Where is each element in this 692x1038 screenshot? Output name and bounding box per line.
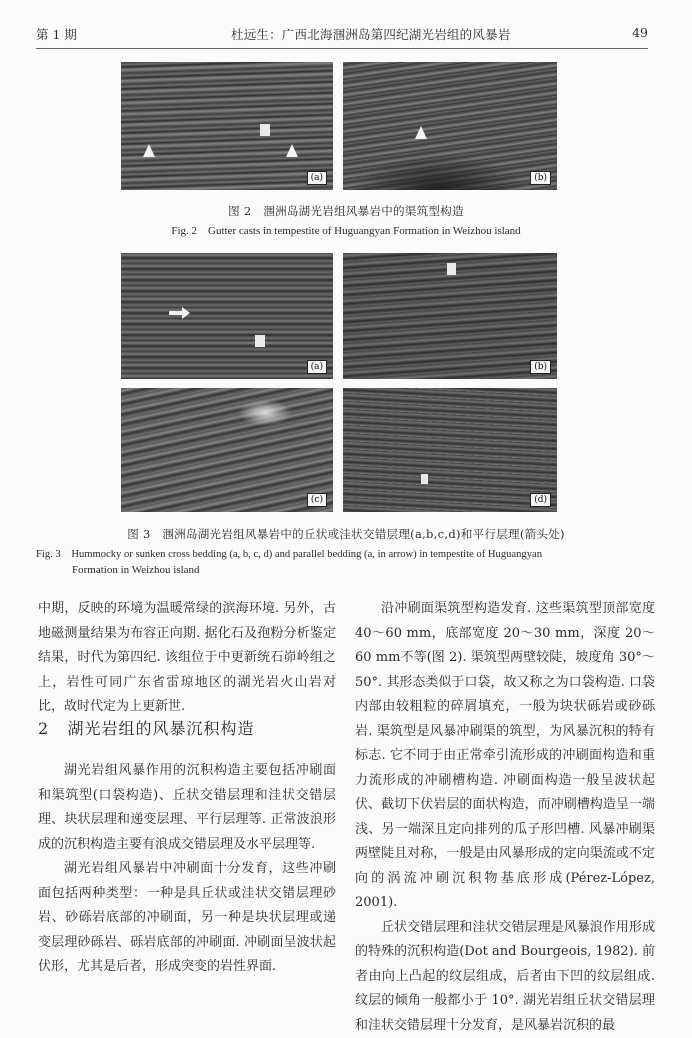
panel-label-a: (a): [307, 171, 327, 185]
panel-label-c: (c): [307, 493, 327, 507]
figure2-caption-cn: 图 2 涠洲岛湖光岩组风暴岩中的渠筑型构造: [0, 203, 692, 219]
issue-label: 第 1 期: [36, 25, 77, 43]
figure2-caption-en: Fig. 2 Gutter casts in tempestite of Huguangyan Formation in Weizhou island: [0, 222, 692, 238]
arrow-marker: [169, 311, 183, 315]
page-number: 49: [632, 25, 648, 40]
header-rule: [36, 48, 648, 49]
paragraph: 湖光岩组风暴作用的沉积构造主要包括冲刷面和渠筑型(口袋构造)、丘状交错层理和洼状交错层理、块状层理和递变层理、平行层理等. 正常波浪形成的沉积构造主要有浪成交错层理及水平层理等.: [38, 759, 336, 857]
running-title: 杜远生：广西北海涠洲岛第四纪湖光岩组的风暴岩: [231, 25, 510, 43]
section-title: 湖光岩组的风暴沉积构造: [67, 719, 254, 738]
panel-label-b: (b): [530, 360, 551, 374]
paragraph: 湖光岩组风暴岩中冲刷面十分发育，这些冲刷面包括两种类型：一种是具丘状或洼状交错层理砂岩、砂砾岩底部的冲刷面，另一种是块状层理或递变层理砂砾岩、砾岩底部的冲刷面. 冲刷面呈波状起伏形，尤其是后者，形成突变的岩性界面.: [38, 857, 336, 980]
arrow-marker: [143, 144, 155, 157]
paragraph: 丘状交错层理和洼状交错层理是风暴浪作用形成的特殊的沉积构造(Dot and Bourgeois, 1982). 前者由向上凸起的纹层组成，后者由下凹的纹层组成. 纹层的倾角一般都小于 10°. 湖光岩组丘状交错层理和洼状交错层理十分发育，是风暴岩沉积的最: [355, 916, 655, 1038]
figure3-photo-c: [121, 388, 333, 512]
panel-label-b: (b): [530, 171, 551, 185]
figure3-caption-cn: 图 3 涠洲岛湖光岩组风暴岩中的丘状或洼状交错层理(a,b,c,d)和平行层理(箭头处): [0, 526, 692, 542]
scale-marker: [447, 263, 456, 275]
paragraph: 中期，反映的环境为温暖常绿的滨海环境. 另外，古地磁测量结果为布容正向期. 据化石及孢粉分析鉴定结果，时代为第四纪. 该组位于中更新统石峁岭组之上，岩性可同广东省雷琼地区的湖光岩火山岩对比，故时代定为上更新世.: [38, 597, 336, 720]
figure2-photo-b: [343, 62, 557, 190]
panel-label-a: (a): [307, 360, 327, 374]
figure3-caption-en-line2: Formation in Weizhou island: [72, 564, 472, 576]
panel-label-d: (d): [530, 493, 551, 507]
left-column-body: [38, 759, 336, 980]
paragraph: 沿冲刷面渠筑型构造发育. 这些渠筑型顶部宽度 40～60 mm，底部宽度 20～30 mm，深度 20～60 mm不等(图 2). 渠筑型两壁较陡，坡度角 30°～50°. 其形态类似于口袋，故又称之为口袋构造. 口袋内部由较粗粒的碎屑填充，一般为块状砾岩或砂砾岩. 渠筑型是风暴冲刷渠的筑型，为风暴沉积的特有标志. 它不同于由正常牵引流形成的冲刷面构造和重力流形成的冲刷槽构造. 冲刷面构造一般呈波状起伏、截切下伏岩层的面状构造，而冲刷槽构造呈一端浅、另一端深且定向排列的瓜子形凹槽. 风暴冲刷渠两壁陡且对称，一般是由风暴形成的定向渠流或不定向的涡流冲刷沉积物基底形成(Pérez-López, 2001).: [355, 597, 655, 916]
figure3-photo-d: [343, 388, 557, 512]
section-heading: [38, 716, 336, 739]
scale-marker: [421, 474, 428, 484]
figure2-photo-a: [121, 62, 333, 190]
scale-marker: [260, 124, 270, 136]
figure3-photo-a: [121, 253, 333, 379]
left-column-top: [38, 597, 336, 720]
figure3-caption-en-line1: Fig. 3 Hummocky or sunken cross bedding (a, b, c, d) and parallel bedding (a, in arrow) in tempestite of Huguangyan: [36, 546, 676, 561]
running-header: [36, 25, 648, 45]
arrow-marker: [286, 144, 298, 157]
scale-marker: [255, 335, 265, 347]
section-number: 2: [38, 719, 49, 738]
figure3-photo-b: [343, 253, 557, 379]
arrow-marker: [415, 126, 427, 139]
right-column: [355, 597, 655, 1038]
